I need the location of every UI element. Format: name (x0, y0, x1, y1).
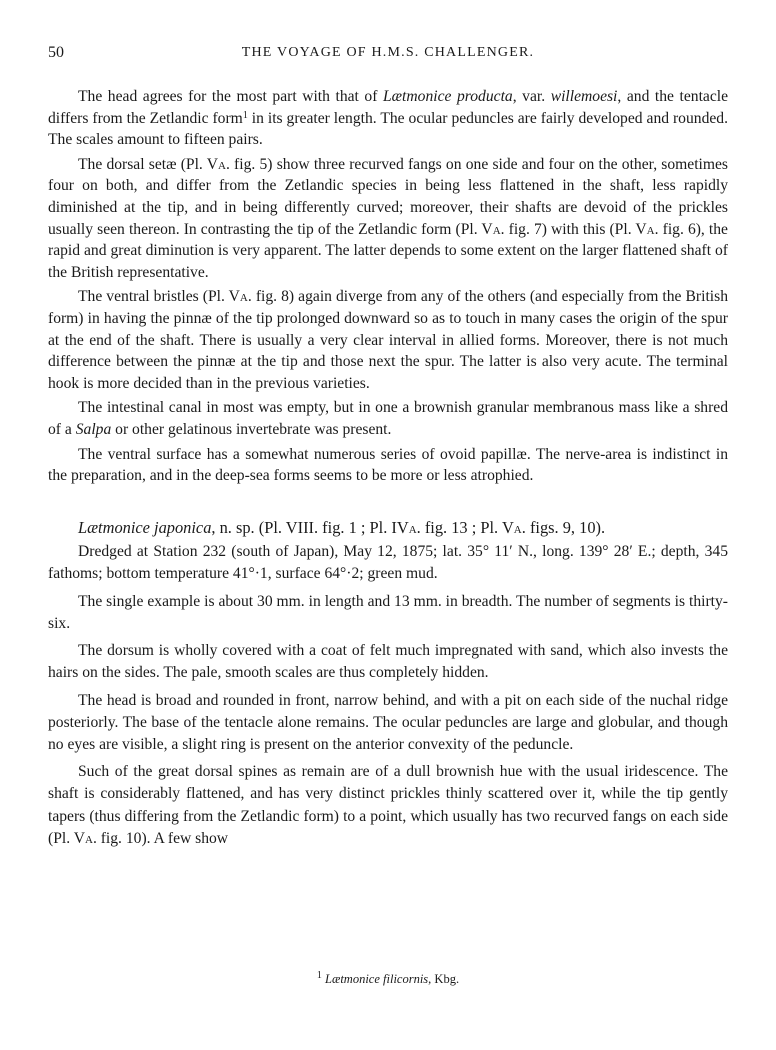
taxon-name: Salpa (75, 420, 112, 438)
paragraph-dorsum: The dorsum is wholly covered with a coat of felt much impregnated with sand, which also invests the hairs on the sides. The pale, smooth scales are thus completely hidden. (48, 642, 728, 682)
paragraph-head-description: The head agrees for the most part with that of Lætmonice producta, var. willemoesi, and the tentacle differs from the Zetlandic form$^1$ in its greater length. The ocular peduncles are fairly developed and rounded. The scales amount to fifteen pairs. (48, 88, 729, 149)
paragraph-size: The single example is about 30 mm. in length and 13 mm. in breadth. The number of segments is thirty-six. (48, 592, 728, 632)
variety-name: willemoesi (550, 88, 618, 105)
body-text (48, 86, 728, 855)
page-header (48, 44, 728, 66)
page-number: 50 (48, 44, 64, 61)
paragraph-dorsal-setae: The dorsal setæ (Pl. Va. fig. 5) show three recurved fangs on one side and four on the other, sometimes four on both, and differ from the Zetlandic species in being less flattened in the shaft, less rapidly diminished at the tip, and in being differently curved; moreover, their shafts are devoid of the prickles usually seen thereon. In contrasting the tip of the Zetlandic form (Pl. Va. fig. 7) with this (Pl. Va. fig. 6), the rapid and great diminution is very apparent. The latter depends to some extent on the larger flattened shaft of the British representative. (48, 155, 728, 281)
paragraph-station: Dredged at Station 232 (south of Japan), May 12, 1875; lat. 35° 11′ N., long. 139° 28′ E.; depth, 345 fathoms; bottom temperature 41°·1, surface 64°·2; green mud. (48, 543, 728, 583)
taxon-name: Lætmonice producta (382, 88, 513, 105)
paragraph-ventral-bristles: The ventral bristles (Pl. Va. fig. 8) again diverge from any of the others (and especially from the British form) in having the pinnæ of the tip prolonged downward so as to touch in many cases the origin of the spur at the end of the shaft. There is usually a very clear interval in allied forms. Moreover, there is not much difference between the pinnæ at the tip and those next the spur. The latter is also very acute. The terminal hook is more decided than in the previous varieties. (48, 288, 728, 392)
species-name: Lætmonice japonica (78, 517, 212, 537)
running-title: THE VOYAGE OF H.M.S. CHALLENGER. (241, 45, 535, 60)
paragraph-head: The head is broad and rounded in front, narrow behind, and with a pit on each side of the nuchal ridge posteriorly. The base of the tentacle alone remains. The ocular peduncles are large and globular, and though no eyes are visible, a slight ring is present on the anterior convexity of the peduncle. (48, 691, 728, 753)
paragraph-intestinal-canal: The intestinal canal in most was empty, but in one a brownish granular membranous mass like a shred of a Salpa or other gelatinous invertebrate was present. (48, 399, 728, 438)
paragraph-dorsal-spines: Such of the great dorsal spines as remain are of a dull brownish hue with the usual iridescence. The shaft is considerably flattened, and has very distinct prickles thinly scattered over it, while the tip gently tapers (thus differing from the Zetlandic form) to a point, which usually has two recurved fangs on each side (Pl. Va. fig. 10). A few show (48, 763, 728, 847)
species-heading: Lætmonice japonica, n. sp. (Pl. VIII. fig. 1 ; Pl. IVa. fig. 13 ; Pl. Va. figs. 9, 10). (78, 517, 606, 537)
footnote-marker: 1 (242, 109, 248, 121)
species-description (48, 541, 728, 850)
footnote: $^1$ Lætmonice filicornis, Kbg. (316, 970, 460, 986)
paragraph-ventral-surface: The ventral surface has a somewhat numerous series of ovoid papillæ. The nerve-area is indistinct in the preparation, and in the deep-sea forms seems to be more or less atrophied. (48, 445, 728, 485)
footnote-number: 1 (316, 970, 322, 981)
footnote-taxon: Lætmonice filicornis (325, 972, 429, 986)
